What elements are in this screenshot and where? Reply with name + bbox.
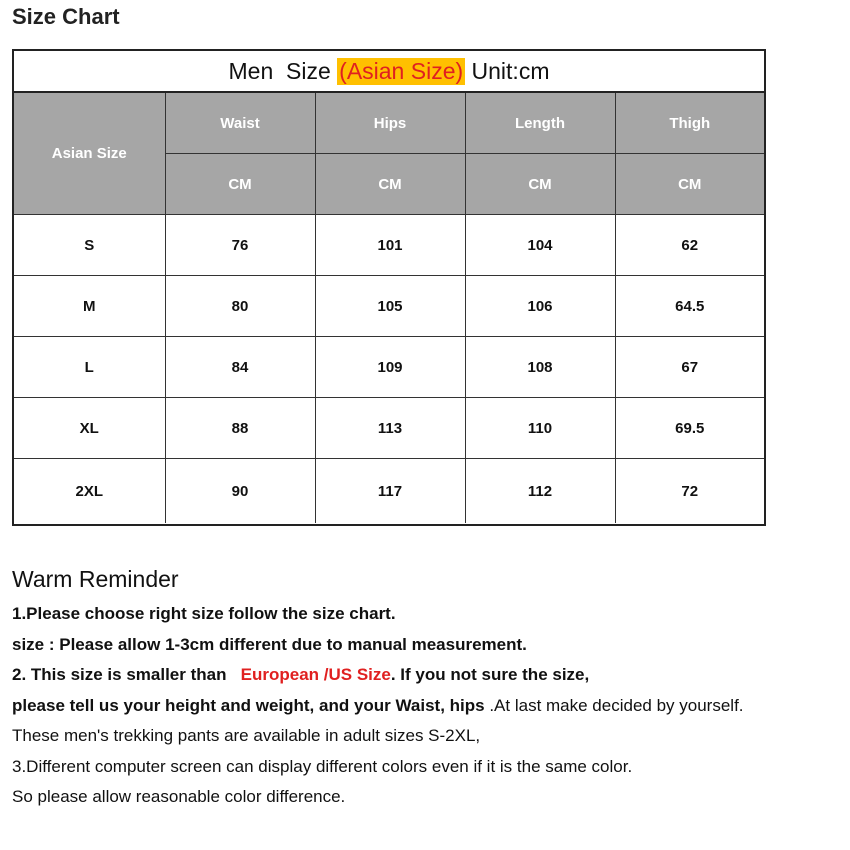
size-cell: S — [14, 215, 165, 276]
value-cell: 109 — [315, 337, 465, 398]
unit-cell: CM — [315, 154, 465, 215]
value-cell: 117 — [315, 459, 465, 524]
column-header: Thigh — [615, 93, 764, 154]
column-header: Hips — [315, 93, 465, 154]
value-cell: 110 — [465, 398, 615, 459]
column-header: Waist — [165, 93, 315, 154]
value-cell: 64.5 — [615, 276, 764, 337]
reminder-title: Warm Reminder — [12, 566, 179, 592]
size-cell: L — [14, 337, 165, 398]
table-row — [14, 459, 764, 524]
value-cell: 90 — [165, 459, 315, 524]
unit-cell: CM — [165, 154, 315, 215]
reminder-line-3 — [12, 660, 848, 691]
european-us-size-text: European /US Size — [240, 665, 391, 684]
reminder-line-6: 3.Different computer screen can display different colors even if it is the same color. — [12, 756, 633, 776]
caption-prefix: Men Size — [228, 57, 338, 84]
value-cell: 105 — [315, 276, 465, 337]
reminder-line-4-start: please tell us your height and weight, and your Waist, hips — [12, 695, 485, 715]
reminder-line-1: 1.Please choose right size follow the size chart. — [12, 604, 396, 623]
value-cell: 108 — [465, 337, 615, 398]
value-cell: 88 — [165, 398, 315, 459]
table-caption — [14, 51, 764, 93]
value-cell: 76 — [165, 215, 315, 276]
table-row — [14, 398, 764, 459]
size-cell: XL — [14, 398, 165, 459]
reminder-line-7: So please allow reasonable color difference. — [12, 787, 346, 806]
size-grid — [14, 93, 764, 523]
warm-reminder — [12, 566, 848, 813]
table-row — [14, 337, 764, 398]
value-cell: 80 — [165, 276, 315, 337]
value-cell: 84 — [165, 337, 315, 398]
value-cell: 62 — [615, 215, 764, 276]
unit-cell: CM — [615, 154, 764, 215]
value-cell: 101 — [315, 215, 465, 276]
table-row — [14, 215, 764, 276]
reminder-line-5: These men's trekking pants are available in adult sizes S-2XL, — [12, 726, 481, 745]
table-row — [14, 276, 764, 337]
value-cell: 104 — [465, 215, 615, 276]
value-cell: 67 — [615, 337, 764, 398]
caption-suffix: Unit:cm — [465, 57, 550, 84]
size-chart-table — [12, 49, 766, 526]
value-cell: 113 — [315, 398, 465, 459]
value-cell: 112 — [465, 459, 615, 524]
page-title: Size Chart — [12, 4, 120, 29]
header-row — [14, 93, 764, 154]
column-header: Length — [465, 93, 615, 154]
reminder-line-4-end: .At last make decided by yourself. — [484, 695, 744, 715]
size-cell: 2XL — [14, 459, 165, 524]
value-cell: 69.5 — [615, 398, 764, 459]
reminder-line-4 — [12, 691, 848, 722]
size-cell: M — [14, 276, 165, 337]
reminder-line-2: size : Please allow 1-3cm different due to manual measurement. — [12, 634, 527, 654]
caption-highlight: (Asian Size) — [339, 57, 464, 84]
value-cell: 72 — [615, 459, 764, 524]
row-header-cell: Asian Size — [14, 93, 165, 215]
unit-cell: CM — [465, 154, 615, 215]
value-cell: 106 — [465, 276, 615, 337]
reminder-line-3-end: . If you not sure the size, — [390, 665, 590, 684]
reminder-line-3-start: 2. This size is smaller than — [12, 665, 227, 684]
